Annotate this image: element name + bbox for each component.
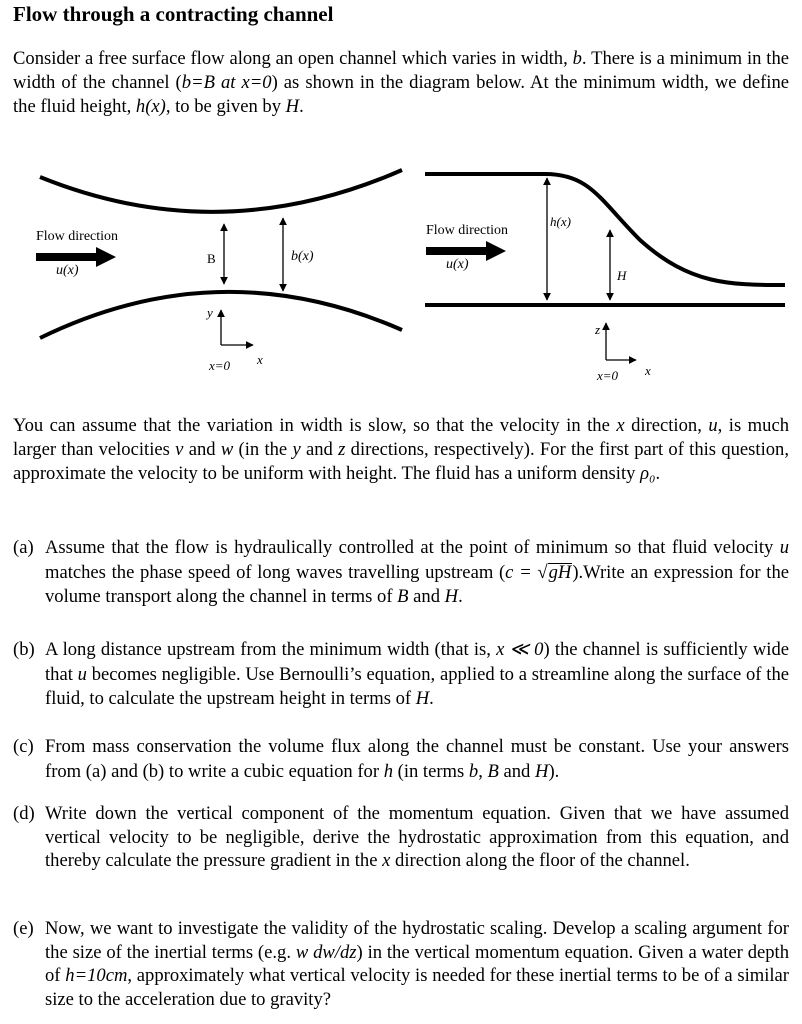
question-c: (c) From mass conservation the volume flux along the channel must be constant. Use your answers from (a) and (b) to write a cubic equation for h (in terms b, B and H). <box>13 736 789 782</box>
flow-direction-label: Flow direction <box>36 229 119 244</box>
question-b: (b) A long distance upstream from the minimum width (that is, x ≪ 0) the channel is sufficiently wide that u becomes negligible. Use Bernoulli’s equation, applied to a streamline along the surface of the fluid, to calculate the upstream height in terms of H. <box>13 639 790 709</box>
intro-paragraph: Consider a free surface flow along an open channel which varies in width, b. There is a minimum in the width of the channel (b=B at x=0) as shown in the diagram below. At the minimum width, we define the fluid height, h(x), to be given by H. <box>13 48 790 117</box>
side-view-diagram <box>425 174 785 383</box>
min-height-label: H <box>617 268 627 283</box>
flow-direction-label: Flow direction <box>426 223 509 238</box>
channel-diagram <box>0 150 802 400</box>
velocity-label: u(x) <box>446 257 469 272</box>
z-axis-label: z <box>595 322 601 337</box>
origin-label: x=0 <box>209 358 231 373</box>
min-width-label: B <box>207 251 216 266</box>
question-a: (a) Assume that the flow is hydraulically controlled at the point of minimum so that fluid velocity u matches the phase speed of long waves travelling upstream (c = √gH).Write an expression for the volume transport along the channel in terms of B and H. <box>13 537 789 607</box>
plan-view-diagram <box>36 170 402 373</box>
top-channel-wall <box>40 170 402 212</box>
velocity-label: u(x) <box>56 263 79 278</box>
assumptions-paragraph: You can assume that the variation in width is slow, so that the velocity in the x direction, u, is much larger than velocities v and w (in the y and z directions, respectively). For the first part of this question, approximate the velocity to be uniform with height. The fluid has a uniform density ρ₀. <box>13 415 789 484</box>
origin-label: x=0 <box>597 368 619 383</box>
x-axis-label: x <box>645 363 651 378</box>
width-label: b(x) <box>291 249 314 264</box>
question-d: (d) Write down the vertical component of the momentum equation. Given that we have assumed vertical velocity to be negligible, derive the hydrostatic approximation from this equation, and thereby calculate the pressure gradient in the x direction along the floor of the channel. <box>13 803 789 871</box>
y-axis-label: y <box>207 305 213 320</box>
page-title: Flow through a contracting channel <box>13 2 334 26</box>
height-label: h(x) <box>550 214 571 229</box>
question-e: (e) Now, we want to investigate the validity of the hydrostatic scaling. Develop a scaling argument for the size of the inertial terms (e.g. w dw/dz) in the vertical momentum equation. Given a water depth of h=10cm, approximately what vertical velocity is needed for these inertial terms to be of a similar size to the acceleration due to gravity? <box>13 918 790 1010</box>
x-axis-label: x <box>257 352 263 367</box>
